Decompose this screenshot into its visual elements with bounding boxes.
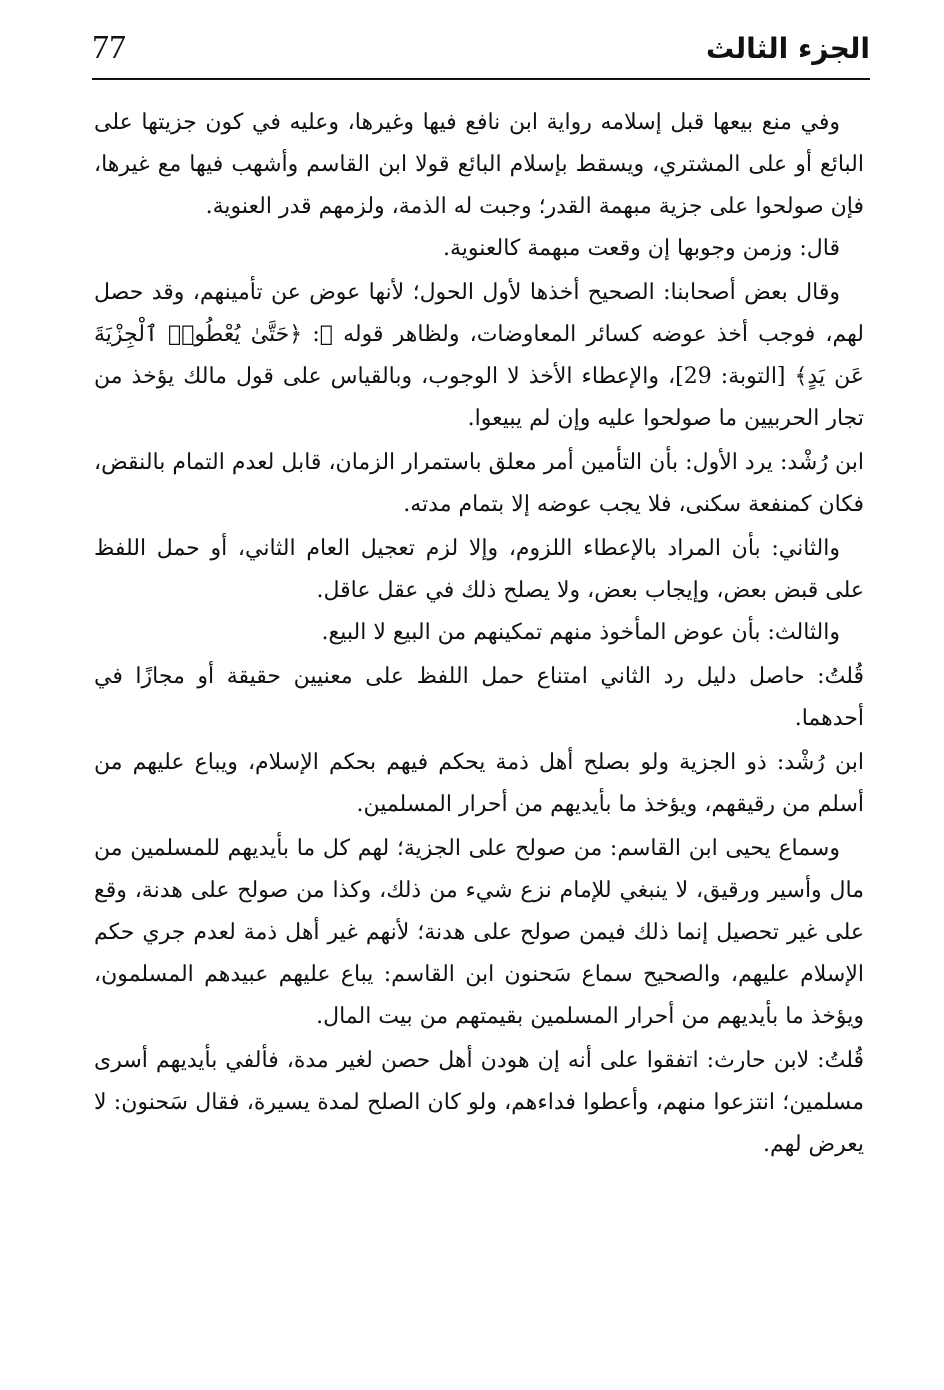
- header-divider: [92, 78, 870, 80]
- paragraph-ibn-rushd-jizya: ابن رُشْد: ذو الجزية ولو بصلح أهل ذمة يحكم فيهم بحكم الإسلام، ويباع عليهم من أسلم من رقيقهم، ويؤخذ ما بأيديهم من أحرار المسلمين.: [94, 750, 864, 817]
- paragraph-yahya-hearing: وسماع يحيى ابن القاسم: من صولح على الجزية؛ لهم كل ما بأيديهم للمسلمين من مال وأسير ورقيق، لا ينبغي للإمام نزع شيء من ذلك، وكذا من صولح على هدنة، وقع على غير تحصيل إنما ذلك فيمن صولح على هدنة؛ لأنهم غير أهل ذمة لعدم جري حكم الإسلام عليهم، والصحيح سماع سَحنون ابن القاسم: يباع عليهم عبيدهم المسلمون، ويؤخذ ما بأيديهم من أحرار المسلمين بقيمتهم من بيت المال.: [94, 836, 864, 1029]
- paragraph-companions-opinion: وقال بعض أصحابنا: الصحيح أخذها لأول الحول؛ لأنها عوض عن تأمينهم، وقد حصل لهم، فوجب أخذ عوضه كسائر المعاوضات، ولظاهر قوله ﷺ: ﴿حَتَّىٰ يُعْطُوا۟ ٱلْجِزْيَةَ عَن يَدٍ﴾ [التوبة: 29]، والإعطاء الأخذ لا الوجوب، وبالقياس على قول مالك يؤخذ من تجار الحربيين ما صولحوا عليه وإن لم يبيعوا.: [94, 280, 864, 431]
- body-text: [94, 102, 864, 1166]
- paragraph-ibn-rushd-first: ابن رُشْد: يرد الأول: بأن التأمين أمر معلق باستمرار الزمان، قابل لعدم التمام بالنقض، فكان كمنفعة سكنى، فلا يجب عوضه إلا بتمام مدته.: [94, 450, 864, 517]
- paragraph-author-note-1: قُلتُ: حاصل دليل رد الثاني امتناع حمل اللفظ على معنيين حقيقة أو مجازًا في أحدهما.: [94, 664, 864, 731]
- paragraph-sale-before-islam: وفي منع بيعها قبل إسلامه رواية ابن نافع فيها وغيرها، وعليه في كون جزيتها على البائع أو على المشتري، ويسقط بإسلام البائع قولا ابن القاسم وأشهب فيها مع غيرها، فإن صولحوا على جزية مبهمة القدر؛ وجبت له الذمة، ولزمهم قدر العنوية.: [94, 110, 864, 219]
- paragraph-time-of-obligation: قال: وزمن وجوبها إن وقعت مبهمة كالعنوية.: [442, 236, 840, 261]
- paragraph-author-note-2: قُلتُ: لابن حارث: اتفقوا على أنه إن هودن أهل حصن لغير مدة، فألفي بأيديهم أسرى مسلمين؛ انتزعوا منهم، وأعطوا فداءهم، ولو كان الصلح لمدة يسيرة، فقال سَحنون: لا يعرض لهم.: [94, 1048, 864, 1157]
- paragraph-second-point: والثاني: بأن المراد بالإعطاء اللزوم، وإلا لزم تعجيل العام الثاني، أو حمل اللفظ على قبض بعض، وإيجاب بعض، ولا يصلح ذلك في عقل عاقل.: [94, 536, 864, 603]
- part-title: الجزء الثالث: [706, 32, 870, 65]
- page-number: 77: [92, 29, 126, 66]
- paragraph-third-point: والثالث: بأن عوض المأخوذ منهم تمكينهم من البيع لا البيع.: [321, 620, 840, 645]
- page-header: [92, 28, 870, 80]
